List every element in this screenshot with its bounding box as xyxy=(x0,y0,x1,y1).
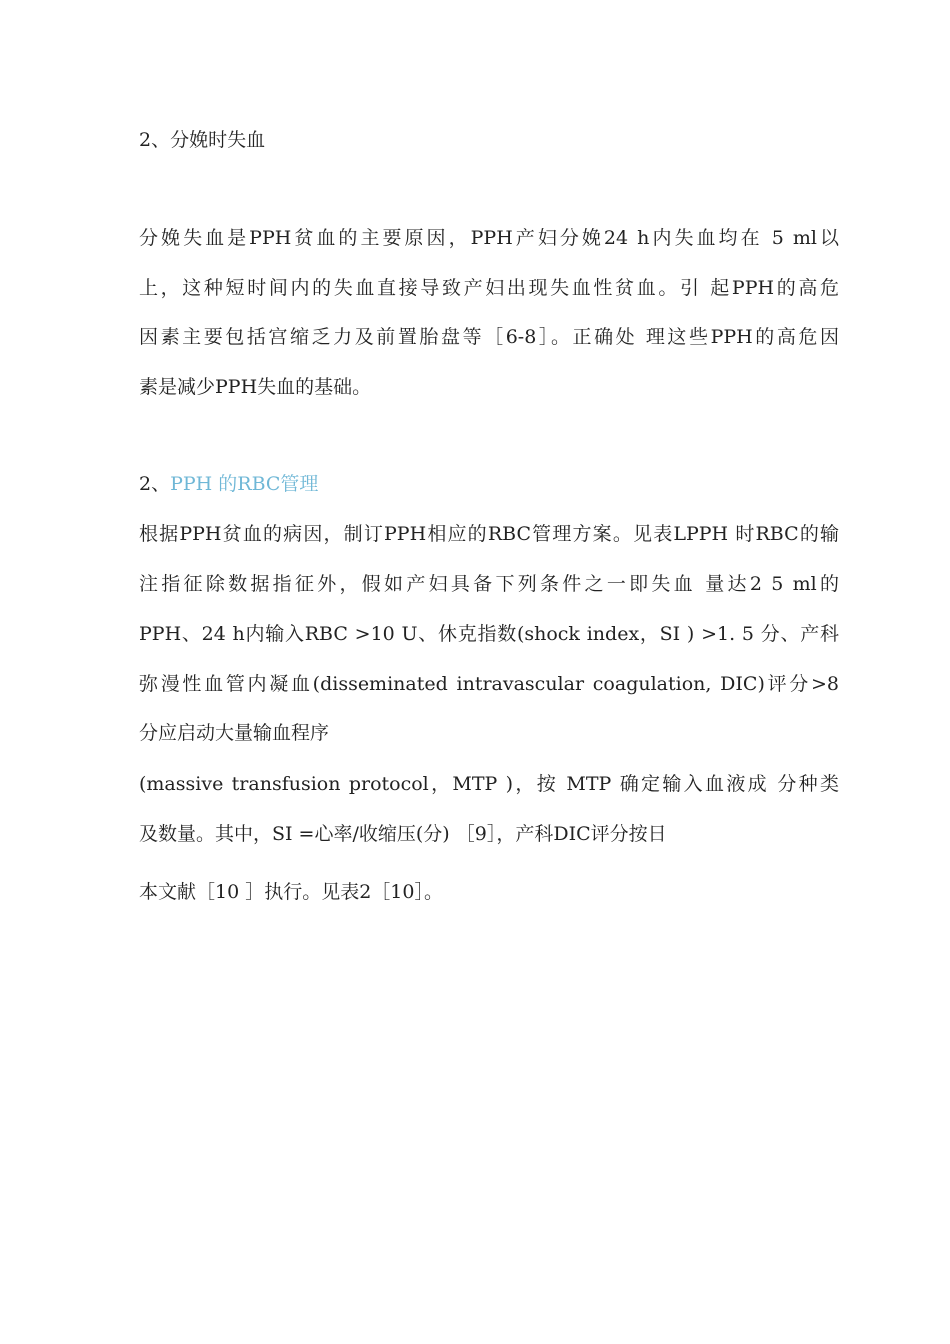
paragraph-line: 及数量。其中，SI =心率/收缩压(分) ［9］，产科DIC评分按日 xyxy=(139,823,667,845)
paragraph-line: 弥漫性血管内凝血(disseminated intravascular coagulation, DIC)评分>8 xyxy=(139,673,839,695)
paragraph-line: 上，这种短时间内的失血直接导致产妇出现失血性贫血。引 起PPH的高危 xyxy=(139,277,839,299)
section-heading-blood-loss: 2、分娩时失血 xyxy=(139,129,266,151)
section-heading-rbc-management xyxy=(139,471,839,497)
paragraph-line: 根据PPH贫血的病因，制订PPH相应的RBC管理方案。见表LPPH 时RBC的输 xyxy=(139,523,839,545)
paragraph-line: (massive transfusion protocol，MTP )，按 MTP 确定输入血液成 分种类 xyxy=(139,773,839,795)
paragraph-line: 分娩失血是PPH贫血的主要原因，PPH产妇分娩24 h内失血均在 5 ml以 xyxy=(139,227,839,249)
heading-number: 2、 xyxy=(139,473,171,495)
paragraph-line: PPH、24 h内输入RBC >10 U、休克指数(shock index，SI ) >1. 5 分、产科 xyxy=(139,623,839,645)
paragraph-line: 注指征除数据指征外，假如产妇具备下列条件之一即失血 量达2 5 ml的 xyxy=(139,573,839,595)
heading-accent-text: PPH 的RBC管理 xyxy=(170,473,319,495)
paragraph-line: 素是减少PPH失血的基础。 xyxy=(139,376,372,398)
paragraph-line: 本文献［10 ］执行。见表2［10］。 xyxy=(139,881,443,903)
paragraph-line: 因素主要包括宫缩乏力及前置胎盘等［6-8］。正确处 理这些PPH的高危因 xyxy=(139,326,839,348)
paragraph-line: 分应启动大量输血程序 xyxy=(139,722,330,744)
